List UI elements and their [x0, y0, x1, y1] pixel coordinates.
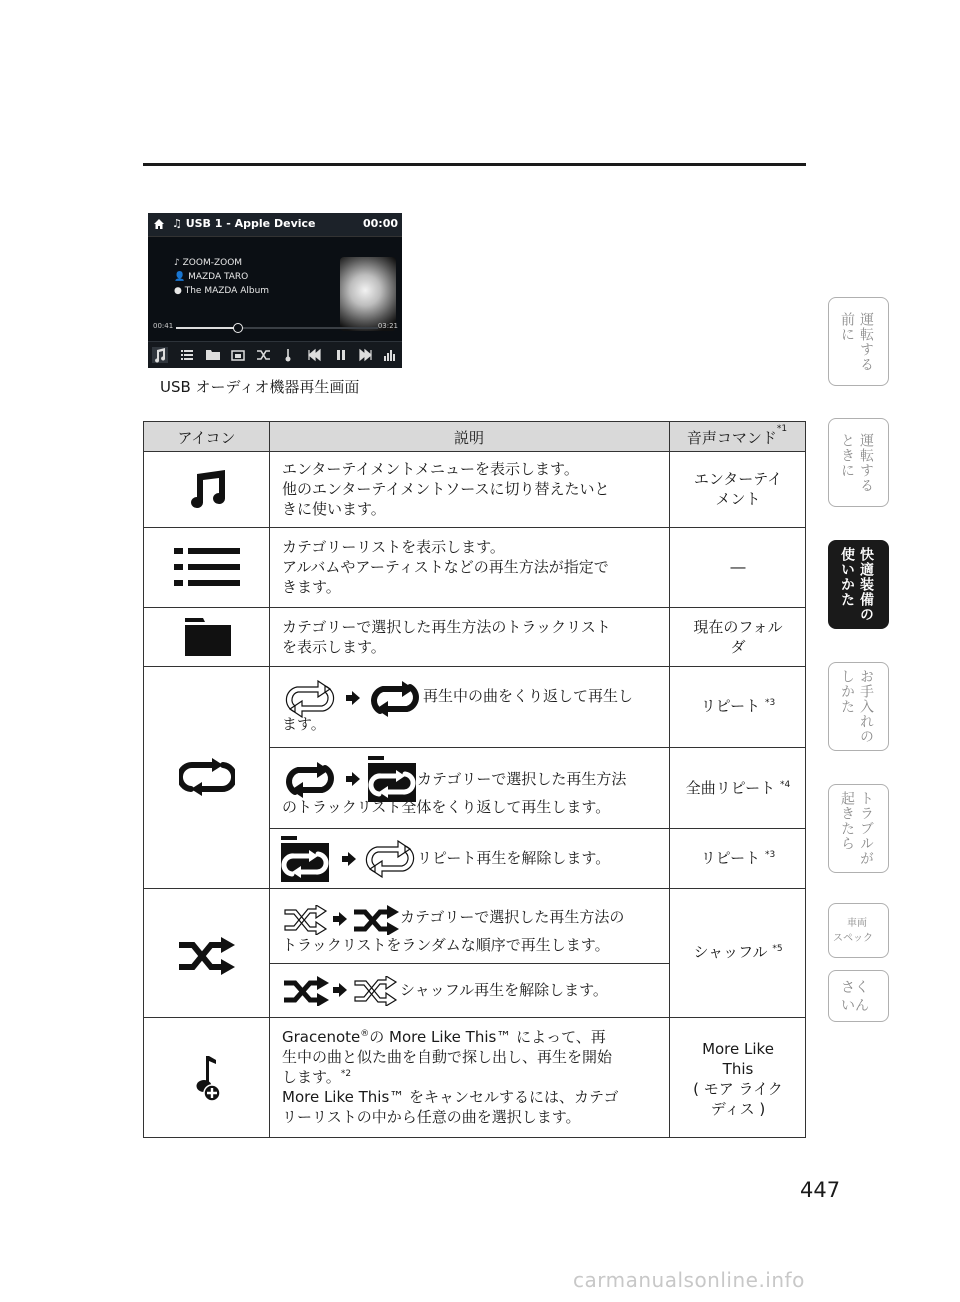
home-icon	[153, 218, 165, 230]
shuffle1-description-b: トラックリストをランダムな順序で再生します。	[282, 936, 610, 954]
more-like-this-icon	[196, 1056, 224, 1102]
repeat-all-icon	[368, 756, 416, 802]
gracenote-desc-line: 生中の曲と似た曲を自動で探し出し、再生を開始	[282, 1048, 613, 1066]
progress-fill	[176, 327, 237, 329]
column-divider	[669, 422, 670, 1137]
gracenote-command-line: ディス )	[710, 1100, 766, 1118]
row-divider	[269, 747, 805, 748]
shuffle2-description: シャッフル再生を解除します。	[400, 981, 608, 999]
folder-desc-line: を表示します。	[282, 638, 386, 656]
tab-label: スペック	[833, 933, 873, 944]
shuffle-off-icon	[354, 976, 398, 1006]
screen-title-text: USB 1 - Apple Device	[185, 217, 316, 230]
row-divider	[144, 607, 805, 608]
more-like-this-icon[interactable]	[281, 347, 297, 363]
repeat2-command	[671, 778, 805, 798]
folder-command	[671, 617, 805, 657]
shuffle-off-icon	[284, 905, 328, 935]
gracenote-desc-text: します。	[282, 1068, 341, 1086]
tab-label: お手入れの	[858, 669, 874, 744]
folder-command-line: 現在のフォル	[693, 618, 783, 636]
row-divider	[144, 527, 805, 528]
repeat1-description-a: 再生中の曲をくり返して再生し	[423, 687, 634, 705]
shuffle1-description-a: カテゴリーで選択した再生方法の	[400, 908, 625, 926]
header-icon: アイコン	[177, 429, 236, 447]
artist-name: MAZDA TARO	[188, 272, 249, 282]
shuffle-command-text: シャッフル	[693, 943, 768, 961]
tab-before-driving[interactable]	[828, 297, 889, 386]
entertainment-description	[282, 459, 609, 519]
tab-label: 快適装備の	[858, 547, 874, 622]
icon-table	[143, 421, 806, 1138]
repeat2-description-b: のトラックリスト全体をくり返して再生します。	[282, 798, 611, 816]
list-icon[interactable]	[179, 347, 195, 363]
column-divider	[269, 422, 270, 1137]
gracenote-command	[671, 1039, 805, 1119]
song-title: ZOOM-ZOOM	[182, 258, 243, 268]
album-line: ● The MAZDA Album	[174, 286, 270, 296]
folder-command-line: ダ	[730, 638, 746, 656]
progress-bar[interactable]	[176, 327, 378, 329]
repeat1-command-text: リピート	[700, 697, 761, 715]
repeat1-description-b: ます。	[282, 715, 326, 733]
repeat2-description-a: カテゴリーで選択した再生方法	[417, 770, 627, 788]
album-art	[340, 257, 396, 331]
row-divider	[144, 666, 805, 667]
album-name: The MAZDA Album	[184, 286, 270, 296]
tab-troubleshooting[interactable]	[828, 784, 889, 873]
entertainment-desc-line: きに使います。	[282, 500, 386, 518]
category-desc-line: アルバムやアーティストなどの再生方法が指定で	[282, 558, 609, 576]
folder-description	[282, 617, 611, 657]
tab-label: 使いかた	[839, 547, 855, 607]
gracenote-desc-text: の More Like This™ によって、再	[369, 1028, 606, 1046]
elapsed-time: 00:41	[153, 322, 174, 330]
header-rule	[143, 163, 806, 166]
footnote-ref: *5	[772, 944, 783, 954]
row-divider	[269, 828, 805, 829]
tab-label: 車両	[847, 918, 867, 929]
tab-label: しかた	[839, 669, 855, 714]
screen-title: ♫ USB 1 - Apple Device	[172, 217, 316, 230]
watermark: carmanualsonline.info	[573, 1268, 805, 1292]
tab-index[interactable]	[828, 970, 889, 1022]
gracenote-desc-line: リーリストの中から任意の曲を選択します。	[282, 1108, 581, 1126]
shuffle-on-icon	[284, 976, 330, 1006]
tab-label: 運転する	[858, 433, 874, 493]
footnote-ref: *1	[776, 424, 788, 434]
header-voice-command-text: 音声コマンド	[686, 429, 777, 447]
arrow-right-icon	[333, 912, 347, 926]
repeat2-command-text: 全曲リピート	[685, 779, 776, 797]
music-note-icon	[185, 470, 229, 508]
arrow-right-icon	[342, 852, 356, 866]
repeat1-command	[671, 696, 805, 716]
gracenote-desc-line: More Like This™ をキャンセルするには、カテゴ	[282, 1088, 619, 1106]
repeat3-description: リピート再生を解除します。	[417, 849, 611, 867]
library-icon[interactable]	[230, 347, 246, 363]
tab-specifications[interactable]	[828, 903, 889, 958]
repeat-icon	[179, 758, 235, 796]
next-track-icon[interactable]	[358, 347, 374, 363]
list-icon	[174, 547, 240, 587]
shuffle-command	[671, 942, 805, 962]
equalizer-icon[interactable]	[382, 347, 398, 363]
category-desc-line: きます。	[282, 578, 341, 596]
page-number: 447	[800, 1178, 841, 1202]
entertainment-command	[671, 469, 805, 509]
tab-comfort-features[interactable]	[828, 540, 889, 629]
entertainment-command-line: メント	[715, 490, 761, 508]
gracenote-command-line: More Like	[702, 1040, 774, 1058]
tab-maintenance[interactable]	[828, 662, 889, 751]
gracenote-desc-line	[282, 1067, 618, 1087]
row-divider	[144, 451, 805, 452]
screen-status-bar	[148, 213, 402, 237]
entertainment-desc-line: エンターテイメントメニューを表示します。	[282, 460, 579, 478]
folder-icon	[185, 618, 231, 656]
row-divider	[144, 888, 805, 889]
tab-label: 起きたら	[839, 791, 855, 851]
entertainment-desc-line: 他のエンターテイメントソースに切り替えたいと	[282, 480, 610, 498]
screenshot-caption: USB オーディオ機器再生画面	[160, 378, 360, 396]
row-divider	[144, 1017, 805, 1018]
repeat-on-icon	[284, 760, 336, 800]
music-note-icon[interactable]	[152, 347, 168, 363]
tab-label: 前に	[839, 312, 855, 342]
repeat3-command	[671, 848, 805, 868]
category-desc-line: カテゴリーリストを表示します。	[282, 538, 505, 556]
usb-audio-screenshot	[148, 213, 402, 368]
tab-label: 運転する	[858, 312, 874, 372]
category-command: ―	[730, 558, 746, 576]
repeat-on-icon	[369, 679, 421, 719]
folder-icon[interactable]	[205, 347, 221, 363]
tab-label: さく	[841, 980, 869, 996]
footnote-ref: *2	[340, 1069, 352, 1079]
gracenote-command-line: ( モア ライク	[693, 1080, 783, 1098]
footnote-ref: *4	[779, 780, 791, 790]
progress-knob[interactable]	[233, 323, 243, 333]
repeat3-command-text: リピート	[700, 849, 761, 867]
footnote-ref: *3	[764, 850, 776, 860]
registered-mark: ®	[360, 1029, 370, 1039]
tab-label: いん	[841, 998, 869, 1014]
song-line: ♪ ZOOM-ZOOM	[174, 258, 243, 268]
screen-toolbar	[148, 341, 402, 368]
tab-label: ときに	[839, 433, 855, 478]
screen-clock: 00:00	[362, 217, 398, 230]
tab-while-driving[interactable]	[828, 418, 889, 507]
pause-icon[interactable]	[333, 347, 349, 363]
entertainment-command-line: エンターテイ	[693, 470, 783, 488]
category-description	[282, 537, 609, 597]
row-divider	[269, 963, 669, 964]
shuffle-on-icon	[354, 905, 400, 935]
total-time: 03:21	[377, 322, 398, 330]
arrow-right-icon	[346, 691, 360, 705]
artist-line: 👤 MAZDA TARO	[174, 272, 249, 282]
header-description: 説明	[453, 429, 484, 447]
repeat-all-icon	[281, 836, 329, 882]
tab-label: トラブルが	[858, 791, 874, 866]
repeat-off-icon	[364, 839, 416, 879]
gracenote-desc-line	[282, 1027, 618, 1047]
folder-desc-line: カテゴリーで選択した再生方法のトラックリスト	[282, 618, 611, 636]
repeat-off-icon	[284, 679, 336, 719]
shuffle-icon[interactable]	[256, 347, 272, 363]
gracenote-brand: Gracenote	[282, 1028, 361, 1046]
footnote-ref: *3	[764, 698, 776, 708]
arrow-right-icon	[333, 983, 347, 997]
header-voice-command	[669, 424, 805, 448]
previous-track-icon[interactable]	[306, 347, 322, 363]
gracenote-command-line: This	[722, 1060, 754, 1078]
gracenote-description	[282, 1027, 618, 1127]
arrow-right-icon	[346, 772, 360, 786]
shuffle-icon	[179, 937, 235, 975]
